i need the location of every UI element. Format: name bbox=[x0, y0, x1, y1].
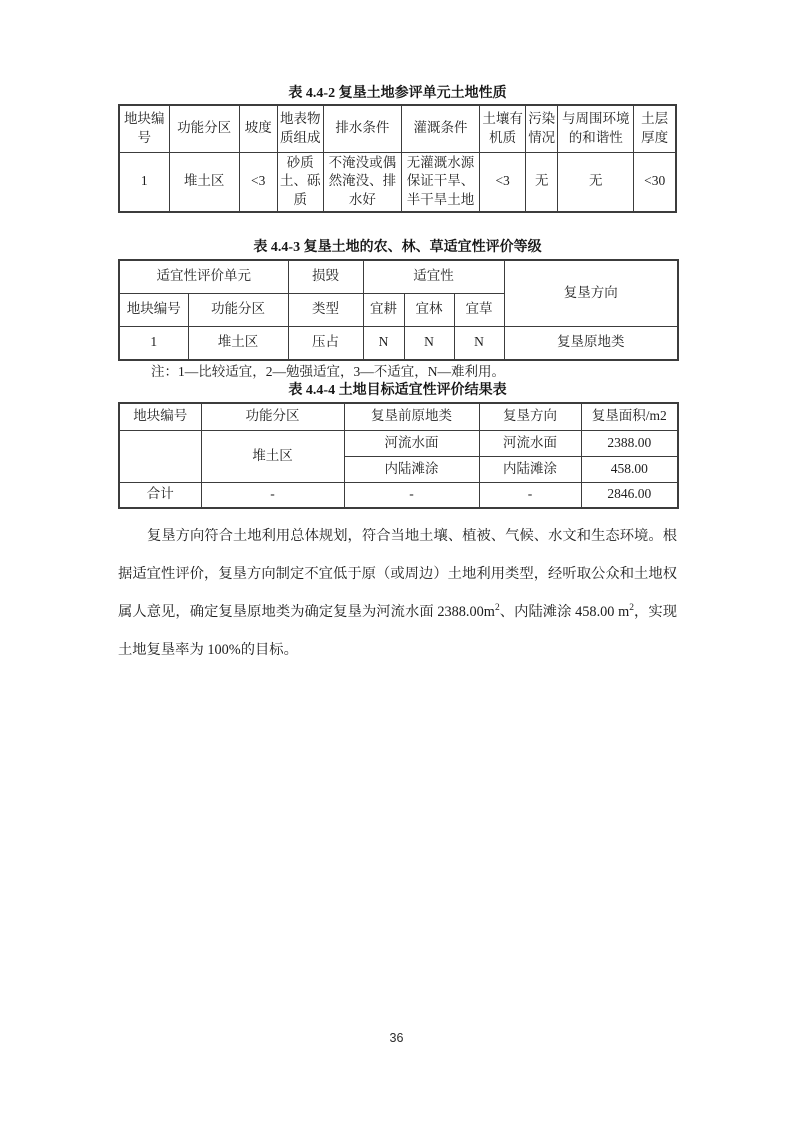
table-442 bbox=[118, 104, 677, 213]
data-cell: - bbox=[479, 482, 581, 508]
data-cell-block-id bbox=[119, 430, 201, 482]
header-cell: 复垦前原地类 bbox=[344, 403, 479, 430]
page-number: 36 bbox=[389, 1031, 404, 1045]
header-cell: 土层厚度 bbox=[634, 105, 676, 152]
header-cell: 复垦面积/m2 bbox=[581, 403, 678, 430]
data-cell-zone: 堆土区 bbox=[201, 430, 344, 482]
data-cell: 合计 bbox=[119, 482, 201, 508]
header-cell: 与周围环境的和谐性 bbox=[558, 105, 634, 152]
header-cell: 土壤有机质 bbox=[480, 105, 526, 152]
data-cell: 2846.00 bbox=[581, 482, 678, 508]
data-cell: 堆土区 bbox=[188, 326, 288, 360]
data-cell: 内陆滩涂 bbox=[344, 456, 479, 482]
header-cell: 宜林 bbox=[404, 293, 454, 326]
data-cell: 无 bbox=[558, 152, 634, 212]
paragraph-text: 、内陆滩涂 458.00 m bbox=[499, 604, 630, 621]
data-cell: - bbox=[344, 482, 479, 508]
data-cell: 458.00 bbox=[581, 456, 678, 482]
data-cell: <3 bbox=[239, 152, 277, 212]
table-443-title: 表 4.4-3 复垦土地的农、林、草适宜性评价等级 bbox=[253, 240, 542, 256]
body-paragraph bbox=[118, 517, 677, 669]
table-442-data-row bbox=[119, 152, 676, 212]
table-444-total-row bbox=[119, 482, 678, 508]
header-cell: 地表物质组成 bbox=[277, 105, 323, 152]
data-cell: N bbox=[363, 326, 404, 360]
data-cell: <30 bbox=[634, 152, 676, 212]
table-442-header-row bbox=[119, 105, 676, 152]
data-cell: 不淹没或偶然淹没、排水好 bbox=[323, 152, 401, 212]
header-cell: 坡度 bbox=[239, 105, 277, 152]
superscript: 2 bbox=[494, 603, 500, 614]
data-cell: 1 bbox=[119, 152, 169, 212]
superscript: 2 bbox=[629, 603, 634, 614]
header-cell: 宜耕 bbox=[363, 293, 404, 326]
header-cell: 地块编号 bbox=[119, 403, 201, 430]
header-cell: 地块编号 bbox=[119, 105, 169, 152]
data-cell: N bbox=[404, 326, 454, 360]
header-cell: 适宜性评价单元 bbox=[119, 260, 288, 293]
data-cell: 复垦原地类 bbox=[504, 326, 678, 360]
table-444 bbox=[118, 402, 679, 509]
header-cell: 功能分区 bbox=[188, 293, 288, 326]
data-cell: 无 bbox=[526, 152, 558, 212]
table-443-data-row bbox=[119, 326, 678, 360]
data-cell: 无灌溉水源保证干旱、半干旱土地 bbox=[401, 152, 479, 212]
header-cell: 宜草 bbox=[454, 293, 504, 326]
data-cell: 河流水面 bbox=[479, 430, 581, 456]
table-443-note: 注：1—比较适宜，2—勉强适宜，3—不适宜，N—难利用。 bbox=[151, 364, 505, 380]
table-442-title: 表 4.4-2 复垦土地参评单元土地性质 bbox=[288, 86, 507, 101]
paragraph-text: 复垦方向符合土地利用总体规划，符合当地土壤、植被、气候、水文和生态环境。根据适宜性评价，复垦方向制定不宜低于原（或周边）土地利用类型，经听取公众和土地权属人意见，确定复垦原地类为确定复垦为河流水面 2388.00m bbox=[118, 528, 677, 621]
header-cell: 损毁 bbox=[288, 260, 363, 293]
table-444-data-row bbox=[119, 430, 678, 456]
table-444-header-row bbox=[119, 403, 678, 430]
data-cell: N bbox=[454, 326, 504, 360]
paragraph-text: ，实现土地复垦率为 100%的目标。 bbox=[118, 604, 677, 659]
data-cell: <3 bbox=[480, 152, 526, 212]
table-443-group-header-row bbox=[119, 260, 678, 293]
header-cell: 功能分区 bbox=[201, 403, 344, 430]
header-cell: 复垦方向 bbox=[479, 403, 581, 430]
data-cell: 压占 bbox=[288, 326, 363, 360]
table-443 bbox=[118, 259, 679, 361]
data-cell: 河流水面 bbox=[344, 430, 479, 456]
header-cell: 地块编号 bbox=[119, 293, 188, 326]
data-cell: - bbox=[201, 482, 344, 508]
header-cell: 排水条件 bbox=[323, 105, 401, 152]
header-cell: 污染情况 bbox=[526, 105, 558, 152]
page-content bbox=[118, 84, 677, 669]
data-cell: 1 bbox=[119, 326, 188, 360]
header-cell: 类型 bbox=[288, 293, 363, 326]
header-cell: 灌溉条件 bbox=[401, 105, 479, 152]
data-cell: 砂质土、砾质 bbox=[277, 152, 323, 212]
data-cell: 内陆滩涂 bbox=[479, 456, 581, 482]
table-444-title: 表 4.4-4 土地目标适宜性评价结果表 bbox=[288, 383, 507, 399]
header-cell: 功能分区 bbox=[169, 105, 239, 152]
header-cell: 复垦方向 bbox=[504, 260, 678, 326]
header-cell: 适宜性 bbox=[363, 260, 504, 293]
data-cell: 2388.00 bbox=[581, 430, 678, 456]
data-cell: 堆土区 bbox=[169, 152, 239, 212]
